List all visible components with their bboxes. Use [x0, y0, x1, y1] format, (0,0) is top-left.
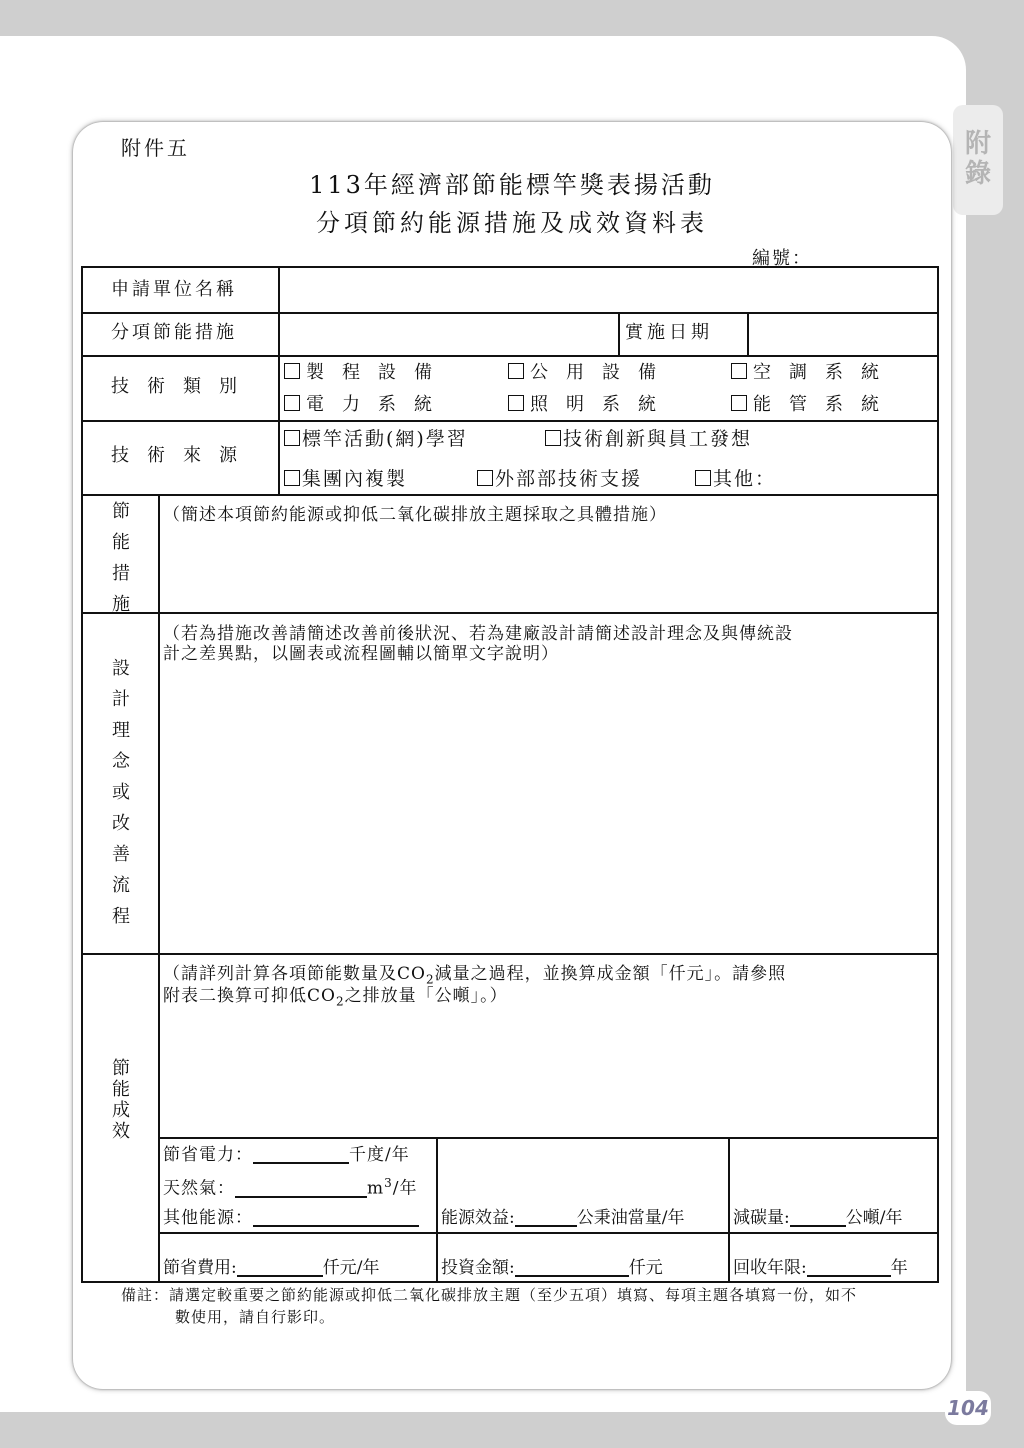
column-divider: [728, 1137, 730, 1281]
energy-benefit-field[interactable]: 能源效益: 公秉油當量/年: [441, 1208, 685, 1228]
effect-note-line1: （請詳列計算各項節能數量及$CO_2$減量之過程，並換算成金額「仟元」。請參照: [163, 964, 787, 987]
row-divider: [83, 355, 937, 357]
design-note-line1: （若為措施改善請簡述改善前後狀況、若為建廠設計請簡述設計理念及與傳統設: [163, 624, 793, 644]
carbon-reduction-field[interactable]: 減碳量: 公噸/年: [733, 1208, 903, 1228]
row-divider: [83, 494, 937, 496]
checkbox-icon[interactable]: [731, 363, 747, 379]
implementation-date-label: 實施日期: [625, 322, 713, 343]
carbon-input-line[interactable]: [790, 1209, 846, 1227]
checkbox-icon[interactable]: [695, 470, 711, 486]
design-note-line2: 計之差異點，以圖表或流程圖輔以簡單文字說明）: [163, 644, 559, 664]
tech-category-option[interactable]: 空調系統: [731, 362, 897, 384]
column-divider: [278, 268, 280, 494]
tech-category-option[interactable]: 電力系統: [284, 394, 450, 416]
form-title-line2: 分項節約能源措施及成效資料表: [316, 209, 708, 237]
row-divider: [83, 420, 937, 422]
tech-category-option[interactable]: 照明系統: [508, 394, 674, 416]
form-title-line1: 113年經濟部節能標竿獎表揚活動: [309, 171, 715, 199]
tech-source-label: 技術來源: [111, 445, 255, 466]
footnote-line1: 備註：請選定較重要之節約能源或抑低二氧化碳排放主題（至少五項）填寫、每項主題各填寫一份，如不: [121, 1286, 858, 1304]
side-tab-char: 錄: [964, 159, 991, 189]
checkbox-icon[interactable]: [731, 395, 747, 411]
checkbox-icon[interactable]: [284, 395, 300, 411]
other-energy-field[interactable]: 其他能源：: [163, 1208, 419, 1228]
payback-input-line[interactable]: [807, 1259, 891, 1277]
tech-category-option[interactable]: 公用設備: [508, 362, 674, 384]
bottom-strip: [0, 1412, 1024, 1448]
tech-source-option[interactable]: 集團內複製: [284, 468, 407, 491]
serial-number-label: 編號：: [752, 248, 812, 269]
checkbox-icon[interactable]: [284, 363, 300, 379]
checkbox-icon[interactable]: [477, 470, 493, 486]
cost-savings-field[interactable]: 節省費用: 仟元/年: [163, 1258, 380, 1278]
checkbox-icon[interactable]: [545, 430, 561, 446]
payback-period-field[interactable]: 回收年限: 年: [733, 1258, 908, 1278]
applicant-name-label: 申請單位名稱: [111, 279, 237, 300]
energy-measure-note: （簡述本項節約能源或抑低二氧化碳排放主題採取之具體措施）: [163, 505, 667, 525]
checkbox-icon[interactable]: [508, 363, 524, 379]
column-divider: [436, 1137, 438, 1281]
tech-source-option[interactable]: 外部部技術支援: [477, 468, 642, 491]
annex-label: 附件五: [121, 136, 190, 160]
tech-source-option[interactable]: 技術創新與員工發想: [545, 428, 752, 451]
electricity-input-line[interactable]: [253, 1146, 349, 1164]
electricity-savings-field[interactable]: 節省電力： 千度/年: [163, 1145, 410, 1165]
tech-source-option[interactable]: 其他：: [695, 468, 776, 491]
gas-input-line[interactable]: [235, 1180, 367, 1198]
natural-gas-field[interactable]: 天然氣： $m^3/$年: [163, 1176, 418, 1199]
checkbox-icon[interactable]: [284, 430, 300, 446]
column-divider: [158, 494, 160, 1281]
tech-category-option[interactable]: 製程設備: [284, 362, 450, 384]
data-form-table: [81, 266, 939, 1283]
row-divider: [83, 953, 937, 955]
other-energy-input-line[interactable]: [253, 1209, 419, 1227]
energy-effect-label: 節能成效: [112, 1058, 130, 1142]
side-tab-char: 附: [964, 129, 991, 159]
measure-name-label: 分項節能措施: [111, 322, 237, 343]
effect-note-line2: 附表二換算可抑低$CO_2$之排放量「公噸」。）: [163, 986, 508, 1009]
row-divider: [158, 1232, 937, 1234]
row-divider: [83, 312, 937, 314]
tech-category-option[interactable]: 能管系統: [731, 394, 897, 416]
checkbox-icon[interactable]: [508, 395, 524, 411]
benefit-input-line[interactable]: [515, 1209, 577, 1227]
column-divider: [618, 312, 620, 355]
tech-category-label: 技術類別: [111, 376, 255, 397]
design-process-label: 設計理念或改善流程: [112, 658, 130, 927]
investment-input-line[interactable]: [515, 1259, 629, 1277]
investment-amount-field[interactable]: 投資金額: 仟元: [441, 1258, 663, 1278]
column-divider: [747, 312, 749, 355]
footnote-line2: 數使用，請自行影印。: [175, 1308, 336, 1326]
row-divider: [83, 612, 937, 614]
tech-source-option[interactable]: 標竿活動(網)學習: [284, 428, 468, 451]
page-number: 104: [945, 1391, 991, 1425]
checkbox-icon[interactable]: [284, 470, 300, 486]
energy-measure-label: 節能措施: [112, 501, 130, 615]
row-divider: [158, 1137, 937, 1139]
cost-input-line[interactable]: [237, 1259, 323, 1277]
